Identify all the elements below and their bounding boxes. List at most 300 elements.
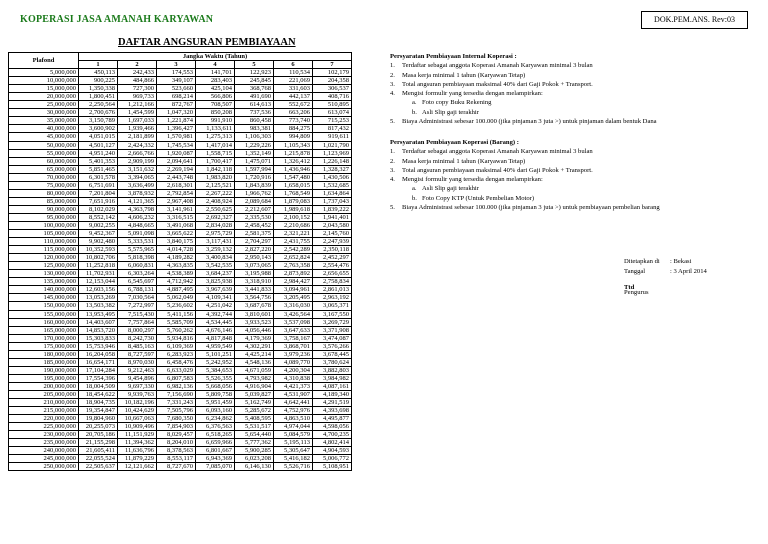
installment-cell: 3,636,499 <box>118 181 157 189</box>
installment-cell: 1,396,427 <box>157 125 196 133</box>
installment-cell: 2,350,118 <box>313 246 352 254</box>
installment-cell: 1,047,320 <box>157 109 196 117</box>
installment-cell: 1,697,033 <box>118 117 157 125</box>
table-row <box>9 254 352 262</box>
installment-cell: 5,526,716 <box>274 463 313 471</box>
requirement-number: 2. <box>390 71 395 79</box>
table-row <box>9 165 352 173</box>
requirement-number: 4. <box>390 176 395 184</box>
installment-cell: 9,452,367 <box>79 230 118 238</box>
table-row <box>9 125 352 133</box>
installment-cell: 1,532,685 <box>313 181 352 189</box>
installment-cell: 1,941,401 <box>313 213 352 221</box>
requirement-text: Masa kerja minimal 1 tahun (Karyawan Tetap) <box>402 157 526 165</box>
installment-cell: 3,758,167 <box>274 334 313 342</box>
table-row <box>9 197 352 205</box>
plafond-cell: 200,000,000 <box>9 382 79 390</box>
installment-cell: 122,923 <box>235 69 274 77</box>
installment-cell: 3,316,515 <box>157 213 196 221</box>
installment-cell: 2,763,358 <box>274 262 313 270</box>
installment-cell: 2,554,476 <box>313 262 352 270</box>
requirement-text: Foto Copy KTP (Untuk Pembelian Motor) <box>422 194 535 202</box>
installment-cell: 5,285,672 <box>235 407 274 415</box>
plafond-cell: 100,000,000 <box>9 221 79 229</box>
installment-cell: 4,700,235 <box>313 431 352 439</box>
table-row <box>9 374 352 382</box>
installment-cell: 2,700,676 <box>79 109 118 117</box>
installment-cell: 6,751,691 <box>79 181 118 189</box>
installment-cell: 5,777,362 <box>235 439 274 447</box>
installment-cell: 8,485,163 <box>118 342 157 350</box>
requirement-text: Terdaftar sebagai anggota Koperasi Amanah Karyawan minimal 3 bulan <box>402 148 593 156</box>
installment-cell: 4,534,445 <box>196 318 235 326</box>
installment-cell: 4,916,904 <box>235 382 274 390</box>
table-row <box>9 382 352 390</box>
goods-requirements <box>390 138 660 212</box>
requirement-item <box>390 147 660 156</box>
installment-cell: 1,558,715 <box>196 149 235 157</box>
installment-cell: 6,458,476 <box>157 358 196 366</box>
installment-cell: 1,454,599 <box>118 109 157 117</box>
table-row <box>9 455 352 463</box>
installment-cell: 5,951,459 <box>196 399 235 407</box>
table-row <box>9 302 352 310</box>
installment-cell: 1,700,417 <box>196 157 235 165</box>
installment-cell: 2,452,297 <box>313 254 352 262</box>
plafond-cell: 125,000,000 <box>9 262 79 270</box>
installment-cell: 8,204,010 <box>157 439 196 447</box>
installment-cell: 1,430,506 <box>313 173 352 181</box>
installment-cell: 4,109,341 <box>196 294 235 302</box>
installment-cell: 6,093,160 <box>196 407 235 415</box>
installment-cell: 2,963,192 <box>313 294 352 302</box>
plafond-cell: 210,000,000 <box>9 399 79 407</box>
installment-cell: 4,752,976 <box>274 407 313 415</box>
table-row <box>9 213 352 221</box>
installment-cell: 3,665,622 <box>157 230 196 238</box>
plafond-cell: 35,000,000 <box>9 117 79 125</box>
installment-cell: 5,084,579 <box>274 431 313 439</box>
table-row <box>9 431 352 439</box>
installment-cell: 2,834,028 <box>196 221 235 229</box>
installment-cell: 5,162,749 <box>235 399 274 407</box>
installment-cell: 4,959,549 <box>196 342 235 350</box>
installment-cell: 4,179,369 <box>235 334 274 342</box>
installment-cell: 19,804,960 <box>79 415 118 423</box>
plafond-cell: 60,000,000 <box>9 157 79 165</box>
table-row <box>9 69 352 77</box>
installment-cell: 2,043,580 <box>313 221 352 229</box>
installment-cell: 5,006,772 <box>313 455 352 463</box>
installment-cell: 4,087,161 <box>313 382 352 390</box>
installment-cell: 3,394,065 <box>118 173 157 181</box>
requirement-text: Total angsuran pembiayaan maksimal 40% dari Gaji Pokok + Transport. <box>402 80 593 88</box>
installment-cell: 7,651,916 <box>79 197 118 205</box>
requirement-number: 1. <box>390 62 395 70</box>
plafond-header: Plafond <box>9 53 79 69</box>
installment-cell: 1,989,618 <box>274 205 313 213</box>
installment-cell: 2,212,607 <box>235 205 274 213</box>
installment-cell: 5,062,049 <box>157 294 196 302</box>
plafond-cell: 70,000,000 <box>9 173 79 181</box>
plafond-cell: 175,000,000 <box>9 342 79 350</box>
installment-cell: 15,753,946 <box>79 342 118 350</box>
installment-cell: 6,943,369 <box>196 455 235 463</box>
installment-cell: 2,210,686 <box>274 221 313 229</box>
installment-cell: 3,073,065 <box>235 262 274 270</box>
installment-cell: 13,503,382 <box>79 302 118 310</box>
requirement-item <box>390 203 660 212</box>
plafond-cell: 190,000,000 <box>9 366 79 374</box>
installment-cell: 5,333,531 <box>118 238 157 246</box>
installment-cell: 2,321,221 <box>274 230 313 238</box>
installment-cell: 5,384,653 <box>196 366 235 374</box>
year-header: 2 <box>118 61 157 69</box>
requirement-item <box>390 194 660 203</box>
installment-cell: 4,548,136 <box>235 358 274 366</box>
installment-cell: 994,809 <box>274 133 313 141</box>
installment-cell: 3,687,678 <box>235 302 274 310</box>
table-row <box>9 221 352 229</box>
installment-cell: 22,505,637 <box>79 463 118 471</box>
plafond-cell: 120,000,000 <box>9 254 79 262</box>
installment-cell: 4,531,907 <box>274 390 313 398</box>
installment-cell: 3,318,910 <box>235 278 274 286</box>
installment-cell: 2,666,766 <box>118 149 157 157</box>
table-row <box>9 318 352 326</box>
installment-cell: 4,200,304 <box>274 366 313 374</box>
requirement-item <box>390 166 660 175</box>
requirement-item <box>390 98 657 107</box>
installment-cell: 9,212,463 <box>118 366 157 374</box>
table-row <box>9 133 352 141</box>
table-row <box>9 407 352 415</box>
installment-cell: 4,421,373 <box>274 382 313 390</box>
installment-cell: 1,275,313 <box>196 133 235 141</box>
place-value: : Bekasi <box>670 258 692 265</box>
installment-cell: 1,879,083 <box>274 197 313 205</box>
installment-cell: 2,652,824 <box>274 254 313 262</box>
installment-cell: 6,283,923 <box>157 350 196 358</box>
installment-cell: 6,023,208 <box>235 455 274 463</box>
installment-cell: 5,242,952 <box>196 358 235 366</box>
installment-cell: 2,873,892 <box>274 270 313 278</box>
installment-cell: 2,692,327 <box>196 213 235 221</box>
installment-cell: 10,182,196 <box>118 399 157 407</box>
installment-cell: 5,091,098 <box>118 230 157 238</box>
installment-cell: 2,145,760 <box>313 230 352 238</box>
plafond-cell: 80,000,000 <box>9 189 79 197</box>
installment-cell: 4,495,877 <box>313 415 352 423</box>
table-row <box>9 109 352 117</box>
installment-cell: 8,102,029 <box>79 205 118 213</box>
installment-cell: 12,153,044 <box>79 278 118 286</box>
installment-cell: 1,839,222 <box>313 205 352 213</box>
installment-cell: 4,363,798 <box>118 205 157 213</box>
installment-cell: 3,647,633 <box>274 326 313 334</box>
installment-cell: 5,401,353 <box>79 157 118 165</box>
requirement-text: Biaya Administrasi sebesar 100.000 (jika pinjaman 3 juta >) untuk pinjaman dalam bentuk Dana <box>402 118 657 126</box>
installment-cell: 4,121,365 <box>118 197 157 205</box>
installment-cell: 3,878,932 <box>118 189 157 197</box>
installment-cell: 3,840,175 <box>157 238 196 246</box>
installment-cell: 4,051,015 <box>79 133 118 141</box>
installment-cell: 2,550,625 <box>196 205 235 213</box>
installment-cell: 1,352,149 <box>235 149 274 157</box>
installment-cell: 7,201,804 <box>79 189 118 197</box>
installment-cell: 204,358 <box>313 77 352 85</box>
installment-cell: 1,417,014 <box>196 141 235 149</box>
installment-cell: 13,053,269 <box>79 294 118 302</box>
installment-cell: 708,507 <box>196 101 235 109</box>
plafond-cell: 235,000,000 <box>9 439 79 447</box>
installment-cell: 7,505,796 <box>157 407 196 415</box>
installment-cell: 408,716 <box>313 93 352 101</box>
signature-role: Pengurus <box>624 289 649 296</box>
installment-cell: 1,658,015 <box>274 181 313 189</box>
plafond-cell: 185,000,000 <box>9 358 79 366</box>
installment-cell: 5,818,398 <box>118 254 157 262</box>
installment-cell: 613,074 <box>313 109 352 117</box>
installment-cell: 2,089,684 <box>235 197 274 205</box>
installment-cell: 2,424,332 <box>118 141 157 149</box>
installment-cell: 5,039,827 <box>235 390 274 398</box>
installment-cell: 4,363,835 <box>157 262 196 270</box>
requirement-text: Terdaftar sebagai anggota Koperasi Amanah Karyawan minimal 3 bulan <box>402 62 593 70</box>
installment-cell: 715,253 <box>313 117 352 125</box>
installment-cell: 1,737,043 <box>313 197 352 205</box>
installment-cell: 5,851,465 <box>79 165 118 173</box>
plafond-cell: 30,000,000 <box>9 109 79 117</box>
installment-cell: 991,910 <box>196 117 235 125</box>
installment-cell: 1,436,946 <box>274 165 313 173</box>
installment-cell: 450,113 <box>79 69 118 77</box>
installment-cell: 1,920,087 <box>157 149 196 157</box>
installment-cell: 10,909,496 <box>118 423 157 431</box>
installment-cell: 3,259,132 <box>196 246 235 254</box>
installment-cell: 3,564,756 <box>235 294 274 302</box>
installment-cell: 4,606,232 <box>118 213 157 221</box>
year-header: 4 <box>196 61 235 69</box>
installment-cell: 16,654,171 <box>79 358 118 366</box>
requirement-text: Mengisi formulir yang tersedia dengan melampirkan: <box>402 176 543 184</box>
installment-cell: 22,055,524 <box>79 455 118 463</box>
table-row <box>9 415 352 423</box>
installment-cell: 2,100,152 <box>274 213 313 221</box>
installment-cell: 2,909,199 <box>118 157 157 165</box>
installment-cell: 11,636,796 <box>118 447 157 455</box>
installment-cell: 1,106,303 <box>235 133 274 141</box>
installment-cell: 368,768 <box>235 85 274 93</box>
installment-cell: 1,983,820 <box>196 173 235 181</box>
table-row <box>9 366 352 374</box>
installment-cell: 3,151,632 <box>118 165 157 173</box>
installment-cell: 2,618,301 <box>157 181 196 189</box>
installment-cell: 1,123,969 <box>313 149 352 157</box>
installment-cell: 17,554,396 <box>79 374 118 382</box>
installment-cell: 242,433 <box>118 69 157 77</box>
installment-cell: 860,458 <box>235 117 274 125</box>
installment-cell: 3,600,902 <box>79 125 118 133</box>
installment-cell: 3,684,237 <box>196 270 235 278</box>
installment-cell: 9,002,255 <box>79 221 118 229</box>
requirement-text: Foto copy Buku Rekening <box>422 99 492 107</box>
plafond-cell: 50,000,000 <box>9 141 79 149</box>
requirement-number: 5. <box>390 204 395 212</box>
installment-cell: 3,400,834 <box>196 254 235 262</box>
installment-cell: 442,137 <box>274 93 313 101</box>
installment-cell: 6,109,369 <box>157 342 196 350</box>
installment-cell: 11,879,229 <box>118 455 157 463</box>
table-row <box>9 85 352 93</box>
installment-cell: 6,633,029 <box>157 366 196 374</box>
installment-cell: 12,121,662 <box>118 463 157 471</box>
installment-cell: 3,167,550 <box>313 310 352 318</box>
installment-cell: 425,104 <box>196 85 235 93</box>
installment-cell: 7,030,564 <box>118 294 157 302</box>
installment-cell: 5,654,440 <box>235 431 274 439</box>
installment-cell: 4,392,744 <box>196 310 235 318</box>
table-row <box>9 399 352 407</box>
installment-cell: 1,221,874 <box>157 117 196 125</box>
plafond-cell: 140,000,000 <box>9 286 79 294</box>
requirement-number: b. <box>412 194 417 202</box>
installment-cell: 8,029,457 <box>157 431 196 439</box>
installment-cell: 5,195,113 <box>274 439 313 447</box>
installment-cell: 7,272,997 <box>118 302 157 310</box>
installment-cell: 983,381 <box>235 125 274 133</box>
installment-cell: 4,089,770 <box>274 358 313 366</box>
installment-cell: 5,526,355 <box>196 374 235 382</box>
installment-cell: 1,634,864 <box>313 189 352 197</box>
installment-cell: 4,538,389 <box>157 270 196 278</box>
table-row <box>9 157 352 165</box>
installment-cell: 20,255,073 <box>79 423 118 431</box>
installment-cell: 1,843,839 <box>235 181 274 189</box>
table-row <box>9 350 352 358</box>
installment-cell: 10,667,063 <box>118 415 157 423</box>
requirement-item <box>390 71 657 80</box>
installment-cell: 2,247,939 <box>313 238 352 246</box>
installment-cell: 4,951,240 <box>79 149 118 157</box>
installment-cell: 11,394,362 <box>118 439 157 447</box>
plafond-cell: 215,000,000 <box>9 407 79 415</box>
plafond-cell: 15,000,000 <box>9 85 79 93</box>
plafond-cell: 220,000,000 <box>9 415 79 423</box>
plafond-cell: 40,000,000 <box>9 125 79 133</box>
installment-cell: 6,303,264 <box>118 270 157 278</box>
plafond-cell: 150,000,000 <box>9 302 79 310</box>
table-row <box>9 238 352 246</box>
installment-cell: 12,603,156 <box>79 286 118 294</box>
installment-cell: 5,531,517 <box>235 423 274 431</box>
table-row <box>9 390 352 398</box>
installment-cell: 3,780,624 <box>313 358 352 366</box>
plafond-cell: 160,000,000 <box>9 318 79 326</box>
installment-cell: 14,403,607 <box>79 318 118 326</box>
table-row <box>9 447 352 455</box>
installment-cell: 4,598,056 <box>313 423 352 431</box>
table-row <box>9 358 352 366</box>
table-row <box>9 230 352 238</box>
installment-cell: 7,331,243 <box>157 399 196 407</box>
installment-cell: 663,206 <box>274 109 313 117</box>
requirement-item <box>390 108 657 117</box>
installment-cell: 4,802,414 <box>313 439 352 447</box>
requirement-item <box>390 184 660 193</box>
installment-cell: 6,301,578 <box>79 173 118 181</box>
requirement-item <box>390 157 660 166</box>
installment-cell: 4,974,044 <box>274 423 313 431</box>
installment-cell: 4,793,982 <box>235 374 274 382</box>
installment-cell: 10,424,629 <box>118 407 157 415</box>
installment-cell: 884,275 <box>274 125 313 133</box>
installment-cell: 10,802,706 <box>79 254 118 262</box>
table-row <box>9 181 352 189</box>
installment-cell: 4,676,146 <box>196 326 235 334</box>
installment-cell: 2,094,641 <box>157 157 196 165</box>
installment-cell: 4,848,665 <box>118 221 157 229</box>
requirement-number: a. <box>412 99 417 107</box>
installment-cell: 8,242,730 <box>118 334 157 342</box>
table-row <box>9 246 352 254</box>
installment-cell: 306,537 <box>313 85 352 93</box>
requirement-number: 3. <box>390 80 395 88</box>
installment-cell: 5,585,709 <box>157 318 196 326</box>
installment-cell: 283,403 <box>196 77 235 85</box>
requirement-number: 4. <box>390 90 395 98</box>
signature-date <box>624 268 707 275</box>
requirement-text: Asli Slip gaji terakhir <box>422 108 479 116</box>
installment-cell: 6,788,131 <box>118 286 157 294</box>
year-header: 6 <box>274 61 313 69</box>
requirement-text: Asli Slip gaji terakhir <box>422 185 479 193</box>
installment-cell: 1,133,611 <box>196 125 235 133</box>
installment-cell: 3,678,445 <box>313 350 352 358</box>
installment-cell: 1,475,071 <box>235 157 274 165</box>
installment-cell: 1,768,549 <box>274 189 313 197</box>
installment-cell: 7,156,690 <box>157 390 196 398</box>
installment-cell: 4,393,698 <box>313 407 352 415</box>
place-label: Ditetapkan di <box>624 258 660 265</box>
installment-cell: 1,800,451 <box>79 93 118 101</box>
installment-cell: 6,060,831 <box>118 262 157 270</box>
installment-cell: 1,226,148 <box>313 157 352 165</box>
installment-cell: 15,303,833 <box>79 334 118 342</box>
plafond-cell: 245,000,000 <box>9 455 79 463</box>
plafond-cell: 65,000,000 <box>9 165 79 173</box>
plafond-cell: 195,000,000 <box>9 374 79 382</box>
plafond-cell: 115,000,000 <box>9 246 79 254</box>
installment-cell: 552,672 <box>274 101 313 109</box>
installment-cell: 2,792,854 <box>157 189 196 197</box>
installment-cell: 3,094,961 <box>274 286 313 294</box>
date-value: : 3 April 2014 <box>670 268 707 275</box>
plafond-cell: 95,000,000 <box>9 213 79 221</box>
installment-cell: 8,970,030 <box>118 358 157 366</box>
installment-cell: 5,760,262 <box>157 326 196 334</box>
table-row <box>9 141 352 149</box>
installment-cell: 8,378,563 <box>157 447 196 455</box>
plafond-cell: 105,000,000 <box>9 230 79 238</box>
installment-cell: 1,212,166 <box>118 101 157 109</box>
installment-cell: 900,225 <box>79 77 118 85</box>
installment-cell: 3,576,266 <box>313 342 352 350</box>
installment-cell: 773,740 <box>274 117 313 125</box>
installment-cell: 2,542,289 <box>274 246 313 254</box>
installment-cell: 3,542,535 <box>196 262 235 270</box>
internal-requirements <box>390 52 657 126</box>
